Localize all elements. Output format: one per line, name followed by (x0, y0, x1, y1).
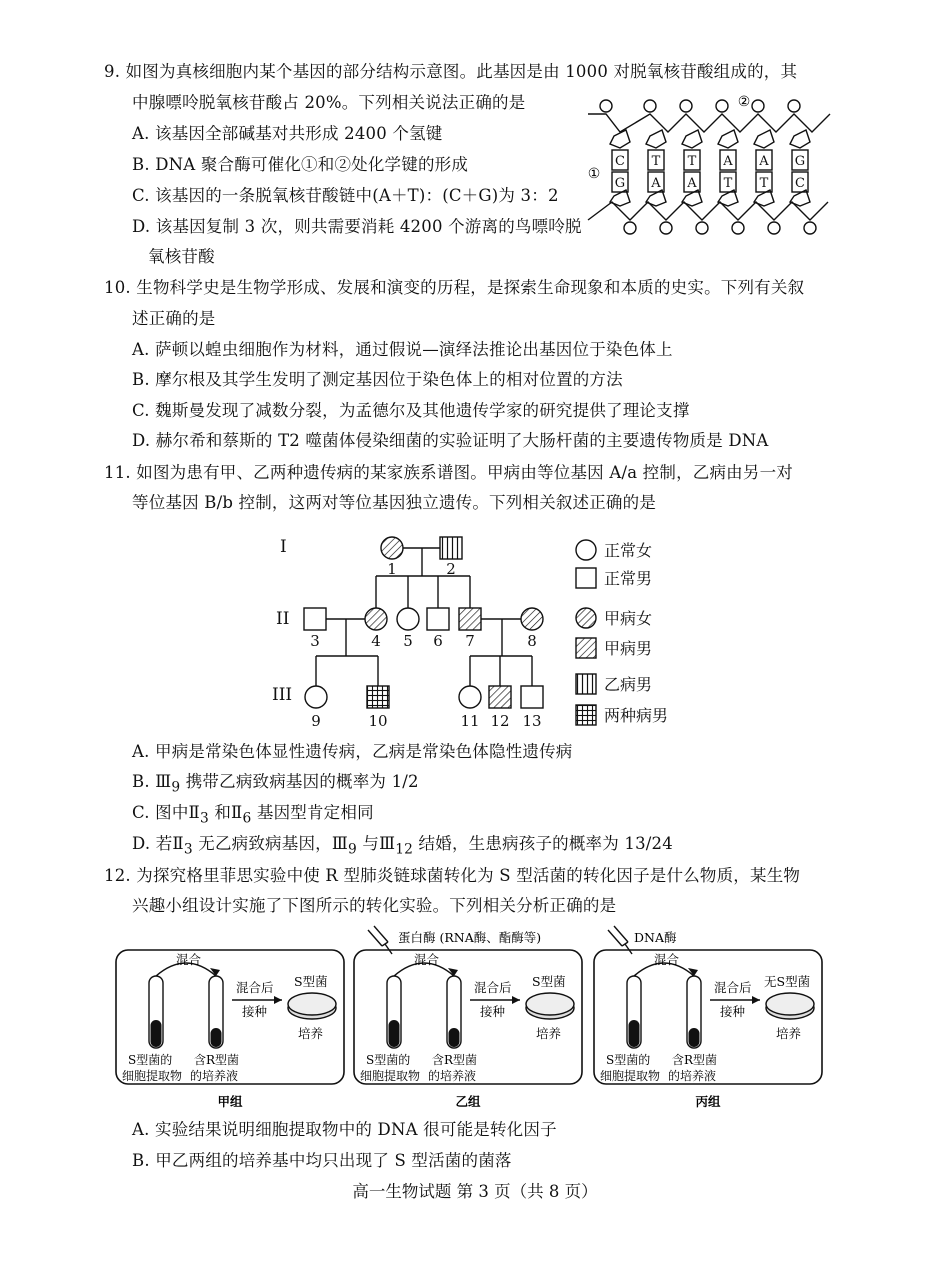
legend-normal-male: 正常男 (604, 569, 653, 588)
group-bing-panel (600, 952, 814, 1083)
generation-2-label: II (276, 609, 290, 629)
individual-7: 7 (465, 632, 475, 650)
svg-text:S型菌的: S型菌的 (128, 1053, 173, 1067)
bottom-base-3: A (687, 176, 697, 191)
bottom-base-4: T (723, 176, 733, 191)
svg-text:S型菌: S型菌 (294, 974, 328, 989)
q11-stem-line1: 11. 如图为患有甲、乙两种遗传病的某家族系谱图。甲病由等位基因 A/a 控制，乙病由另一对 (104, 463, 793, 482)
top-base-3: T (687, 154, 697, 169)
individual-2: 2 (446, 560, 456, 578)
label-2: ② (737, 94, 751, 110)
q10-stem-line2: 述正确的是 (132, 309, 216, 328)
individual-9: 9 (311, 712, 321, 730)
q10-option-d: D. 赫尔希和蔡斯的 T2 噬菌体侵染细菌的实验证明了大肠杆菌的主要遗传物质是 DNA (132, 431, 769, 450)
legend-disease-a-female: 甲病女 (604, 609, 653, 628)
top-base-5: A (759, 154, 769, 169)
group-bing-label: 丙组 (695, 1094, 721, 1109)
svg-text:S型菌的: S型菌的 (366, 1053, 411, 1067)
svg-text:含R型菌: 含R型菌 (672, 1053, 718, 1067)
group-yi-label: 乙组 (455, 1094, 481, 1109)
individual-8: 8 (527, 632, 537, 650)
individual-4: 4 (371, 632, 381, 650)
individual-1: 1 (387, 560, 397, 578)
svg-text:混合: 混合 (654, 952, 680, 967)
group-jia-label: 甲组 (217, 1094, 243, 1109)
bottom-base-6: C (795, 176, 805, 191)
svg-text:接种: 接种 (720, 1004, 746, 1019)
enzyme-bing-label: DNA酶 (634, 930, 677, 945)
generation-3-label: III (272, 685, 293, 705)
svg-text:混合后: 混合后 (474, 980, 512, 995)
svg-text:接种: 接种 (480, 1004, 506, 1019)
top-base-4: A (723, 154, 733, 169)
legend-both-diseases-male: 两种病男 (604, 706, 669, 725)
q9-option-c: C. 该基因的一条脱氧核苷酸链中(A＋T)：(C＋G)为 3：2 (132, 186, 559, 205)
svg-text:含R型菌: 含R型菌 (194, 1053, 240, 1067)
svg-text:接种: 接种 (242, 1004, 268, 1019)
q12-stem-line2: 兴趣小组设计实施了下图所示的转化实验。下列相关分析正确的是 (132, 896, 617, 915)
svg-text:培养: 培养 (776, 1026, 802, 1041)
bottom-base-2: A (651, 176, 661, 191)
svg-text:混合后: 混合后 (714, 980, 752, 995)
q10-option-b: B. 摩尔根及其学生发明了测定基因位于染色体上的相对位置的方法 (132, 370, 623, 389)
q10-option-a: A. 萨顿以蝗虫细胞作为材料，通过假说—演绎法推论出基因位于染色体上 (132, 340, 673, 359)
svg-text:的培养液: 的培养液 (668, 1069, 717, 1083)
svg-text:的培养液: 的培养液 (190, 1069, 239, 1083)
q12-option-b: B. 甲乙两组的培养基中均只出现了 S 型活菌的菌落 (132, 1151, 512, 1170)
svg-text:含R型菌: 含R型菌 (432, 1053, 478, 1067)
pedigree-chart (270, 528, 700, 738)
svg-text:混合: 混合 (414, 952, 440, 967)
individual-12: 12 (490, 712, 510, 730)
q10-option-c: C. 魏斯曼发现了减数分裂，为孟德尔及其他遗传学家的研究提供了理论支撑 (132, 401, 690, 420)
q12-stem-line1: 12. 为探究格里菲思实验中使 R 型肺炎链球菌转化为 S 型活菌的转化因子是什么物质，某生物 (104, 866, 801, 885)
page-footer: 高一生物试题 第 3 页（共 8 页） (352, 1182, 598, 1201)
q11-option-d: D. 若$Ⅱ_3$ 无乙病致病基因，$Ⅲ_9$ 与$Ⅲ_{12}$ 结婚，生患病孩子的概率为 13/24 (132, 834, 673, 858)
individual-10: 10 (368, 712, 388, 730)
q9-stem-line1: 9. 如图为真核细胞内某个基因的部分结构示意图。此基因是由 1000 对脱氧核苷酸组成的，其 (104, 62, 798, 81)
q9-stem-line2: 中腺嘌呤脱氧核苷酸占 20%。下列相关说法正确的是 (132, 93, 526, 112)
individual-5: 5 (403, 632, 413, 650)
individual-3: 3 (310, 632, 320, 650)
bottom-base-5: T (759, 176, 769, 191)
svg-text:细胞提取物: 细胞提取物 (600, 1069, 661, 1083)
enzyme-yi-label: 蛋白酶 (RNA酶、酯酶等) (398, 930, 542, 945)
q9-option-b: B. DNA 聚合酶可催化①和②处化学键的形成 (132, 155, 469, 174)
svg-text:混合: 混合 (176, 952, 202, 967)
q10-stem-line1: 10. 生物科学史是生物学形成、发展和演变的历程，是探索生命现象和本质的史实。下列有关叙 (104, 278, 805, 297)
legend-disease-a-male: 甲病男 (604, 639, 653, 658)
q11-option-b: B. $Ⅲ_9$ 携带乙病致病基因的概率为 1/2 (132, 772, 419, 796)
svg-text:培养: 培养 (536, 1026, 562, 1041)
q9-option-d: D. 该基因复制 3 次，则共需要消耗 4200 个游离的鸟嘌呤脱 (132, 217, 582, 236)
top-base-2: T (651, 154, 661, 169)
dna-structure-figure (578, 92, 840, 242)
q11-option-c: C. 图中$Ⅱ_3$ 和$Ⅱ_6$ 基因型肯定相同 (132, 803, 374, 827)
q11-stem-line2: 等位基因 B/b 控制，这两对等位基因独立遗传。下列相关叙述正确的是 (132, 493, 657, 512)
svg-text:培养: 培养 (298, 1026, 324, 1041)
svg-text:的培养液: 的培养液 (428, 1069, 477, 1083)
legend-disease-b-male: 乙病男 (604, 675, 653, 694)
top-base-6: G (794, 154, 806, 169)
transformation-experiment-figure (112, 924, 828, 1114)
individual-6: 6 (433, 632, 443, 650)
svg-text:混合后: 混合后 (236, 980, 274, 995)
q11-option-a: A. 甲病是常染色体显性遗传病，乙病是常染色体隐性遗传病 (132, 742, 573, 761)
individual-11: 11 (460, 712, 480, 730)
group-jia-panel (122, 952, 336, 1083)
svg-text:无S型菌: 无S型菌 (764, 974, 811, 989)
label-1: ① (587, 166, 601, 182)
svg-text:S型菌: S型菌 (532, 974, 566, 989)
svg-text:S型菌的: S型菌的 (606, 1053, 651, 1067)
q12-option-a: A. 实验结果说明细胞提取物中的 DNA 很可能是转化因子 (132, 1120, 557, 1139)
top-base-1: C (615, 154, 625, 169)
q9-option-a: A. 该基因全部碱基对共形成 2400 个氢键 (132, 124, 443, 143)
svg-text:细胞提取物: 细胞提取物 (122, 1069, 183, 1083)
group-yi-panel (360, 952, 574, 1083)
generation-1-label: I (280, 537, 287, 557)
svg-text:细胞提取物: 细胞提取物 (360, 1069, 421, 1083)
legend-normal-female: 正常女 (604, 541, 653, 560)
bottom-base-1: G (614, 176, 626, 191)
individual-13: 13 (522, 712, 542, 730)
q9-option-d-cont: 氧核苷酸 (148, 247, 215, 266)
